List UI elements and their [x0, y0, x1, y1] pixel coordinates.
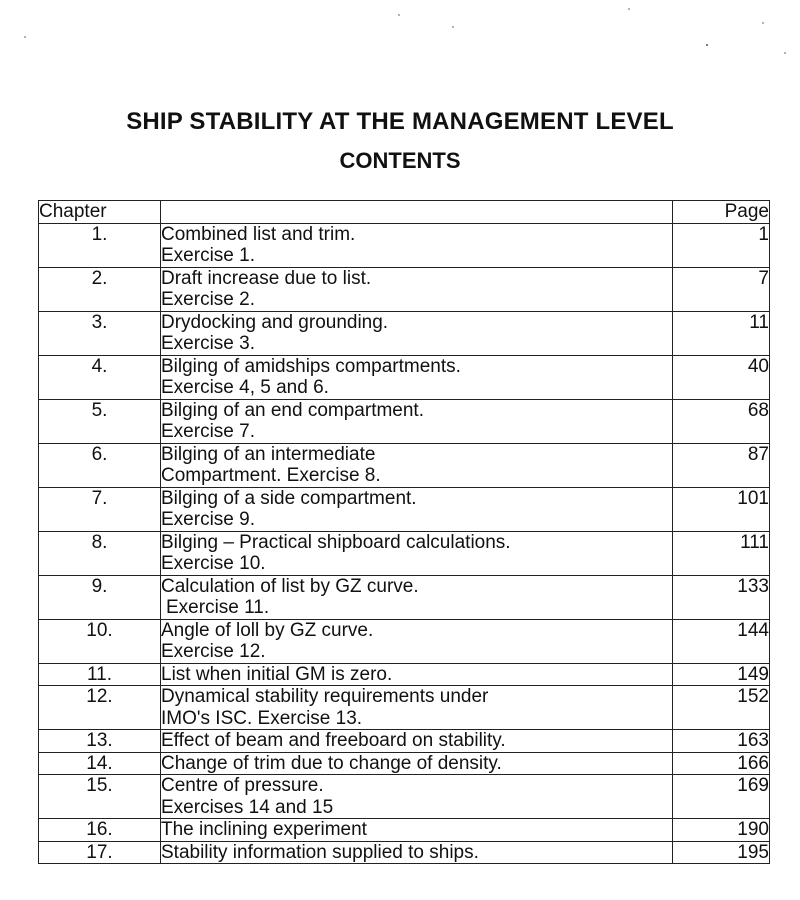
header-page: Page — [673, 201, 770, 224]
chapter-number: 16. — [39, 819, 161, 842]
chapter-exercise-line: Exercise 12. — [161, 641, 266, 662]
chapter-title-line: Calculation of list by GZ curve. — [161, 575, 419, 597]
chapter-number: 13. — [39, 730, 161, 753]
table-row — [39, 841, 770, 864]
table-row — [39, 531, 770, 575]
chapter-title — [161, 686, 673, 730]
chapter-title — [161, 752, 673, 775]
scan-speck — [398, 14, 400, 16]
chapter-number: 11. — [39, 663, 161, 686]
chapter-title — [161, 819, 673, 842]
chapter-title — [161, 575, 673, 619]
chapter-title — [161, 487, 673, 531]
table-row — [39, 311, 770, 355]
chapter-exercise-line: Exercise 10. — [161, 553, 266, 574]
chapter-title-line: Bilging of an end compartment. — [161, 399, 424, 421]
chapter-title — [161, 775, 673, 819]
chapter-exercise-line: Compartment. Exercise 8. — [161, 465, 381, 486]
chapter-number: 6. — [39, 443, 161, 487]
table-row — [39, 355, 770, 399]
chapter-title-line: Change of trim due to change of density. — [161, 752, 502, 774]
chapter-title-line: Bilging of an intermediate — [161, 443, 376, 465]
chapter-page: 7 — [673, 267, 770, 311]
scan-speck — [452, 26, 454, 28]
chapter-page: 163 — [673, 730, 770, 753]
chapter-number: 3. — [39, 311, 161, 355]
contents-table — [38, 200, 770, 864]
chapter-page: 87 — [673, 443, 770, 487]
table-row — [39, 686, 770, 730]
chapter-title — [161, 531, 673, 575]
table-row — [39, 267, 770, 311]
chapter-number: 9. — [39, 575, 161, 619]
chapter-exercise-line: Exercise 4, 5 and 6. — [161, 377, 329, 398]
chapter-number: 12. — [39, 686, 161, 730]
chapter-title-line: Bilging of amidships compartments. — [161, 355, 461, 377]
chapter-exercise-line: Exercise 3. — [161, 333, 255, 354]
chapter-title — [161, 841, 673, 864]
table-row — [39, 223, 770, 267]
chapter-exercise-line: Exercise 11. — [166, 597, 270, 618]
chapter-title-line: Stability information supplied to ships. — [161, 841, 479, 863]
chapter-title — [161, 311, 673, 355]
chapter-page: 101 — [673, 487, 770, 531]
chapter-title-line: Angle of loll by GZ curve. — [161, 619, 374, 641]
chapter-page: 190 — [673, 819, 770, 842]
table-row — [39, 730, 770, 753]
chapter-title-line: Bilging of a side compartment. — [161, 487, 417, 509]
chapter-number: 1. — [39, 223, 161, 267]
chapter-page: 144 — [673, 619, 770, 663]
chapter-number: 17. — [39, 841, 161, 864]
header-chapter: Chapter — [39, 201, 161, 224]
scan-speck — [784, 52, 786, 54]
chapter-page: 111 — [673, 531, 770, 575]
chapter-exercise-line: Exercises 14 and 15 — [161, 796, 334, 818]
chapter-number: 7. — [39, 487, 161, 531]
chapter-title — [161, 223, 673, 267]
contents-heading: CONTENTS — [339, 148, 461, 173]
table-row — [39, 399, 770, 443]
chapter-page: 40 — [673, 355, 770, 399]
chapter-page: 11 — [673, 311, 770, 355]
chapter-number: 14. — [39, 752, 161, 775]
chapter-number: 2. — [39, 267, 161, 311]
table-row — [39, 575, 770, 619]
chapter-title-line: Bilging – Practical shipboard calculations. — [161, 531, 511, 553]
chapter-number: 10. — [39, 619, 161, 663]
header-title — [161, 201, 673, 224]
table-row — [39, 775, 770, 819]
chapter-title-line: Drydocking and grounding. — [161, 311, 389, 333]
chapter-title-line: Combined list and trim. — [161, 223, 356, 245]
scan-speck — [762, 22, 764, 24]
chapter-title — [161, 399, 673, 443]
chapter-page: 133 — [673, 575, 770, 619]
chapter-exercise-line: Exercise 9. — [161, 509, 255, 530]
chapter-number: 15. — [39, 775, 161, 819]
chapter-number: 8. — [39, 531, 161, 575]
table-row — [39, 443, 770, 487]
chapter-title — [161, 443, 673, 487]
chapter-title-line: Effect of beam and freeboard on stability. — [161, 730, 506, 751]
chapter-page: 68 — [673, 399, 770, 443]
table-header-row — [39, 201, 770, 224]
document-title: SHIP STABILITY AT THE MANAGEMENT LEVEL — [126, 108, 674, 135]
chapter-title-line: The inclining experiment — [161, 819, 367, 840]
chapter-title-line: Draft increase due to list. — [161, 267, 372, 289]
scan-speck — [628, 8, 630, 10]
chapter-page: 152 — [673, 686, 770, 730]
chapter-page: 1 — [673, 223, 770, 267]
chapter-page: 169 — [673, 775, 770, 819]
chapter-title — [161, 355, 673, 399]
chapter-title-line: Centre of pressure. — [161, 775, 324, 796]
chapter-number: 5. — [39, 399, 161, 443]
chapter-number: 4. — [39, 355, 161, 399]
table-row — [39, 663, 770, 686]
scan-speck — [706, 44, 708, 46]
table-row — [39, 752, 770, 775]
chapter-title-line: Dynamical stability requirements under — [161, 686, 489, 707]
table-row — [39, 619, 770, 663]
chapter-page: 195 — [673, 841, 770, 864]
table-row — [39, 819, 770, 842]
chapter-page: 166 — [673, 752, 770, 775]
scan-speck — [24, 36, 26, 38]
chapter-exercise-line: Exercise 1. — [161, 245, 255, 266]
chapter-page: 149 — [673, 663, 770, 686]
chapter-exercise-line: Exercise 2. — [161, 289, 255, 310]
chapter-exercise-line: Exercise 7. — [161, 421, 255, 442]
chapter-title — [161, 730, 673, 753]
chapter-title-line: List when initial GM is zero. — [161, 663, 393, 685]
chapter-exercise-line: IMO's ISC. Exercise 13. — [161, 707, 363, 729]
table-row — [39, 487, 770, 531]
chapter-title — [161, 663, 673, 686]
chapter-title — [161, 619, 673, 663]
chapter-title — [161, 267, 673, 311]
